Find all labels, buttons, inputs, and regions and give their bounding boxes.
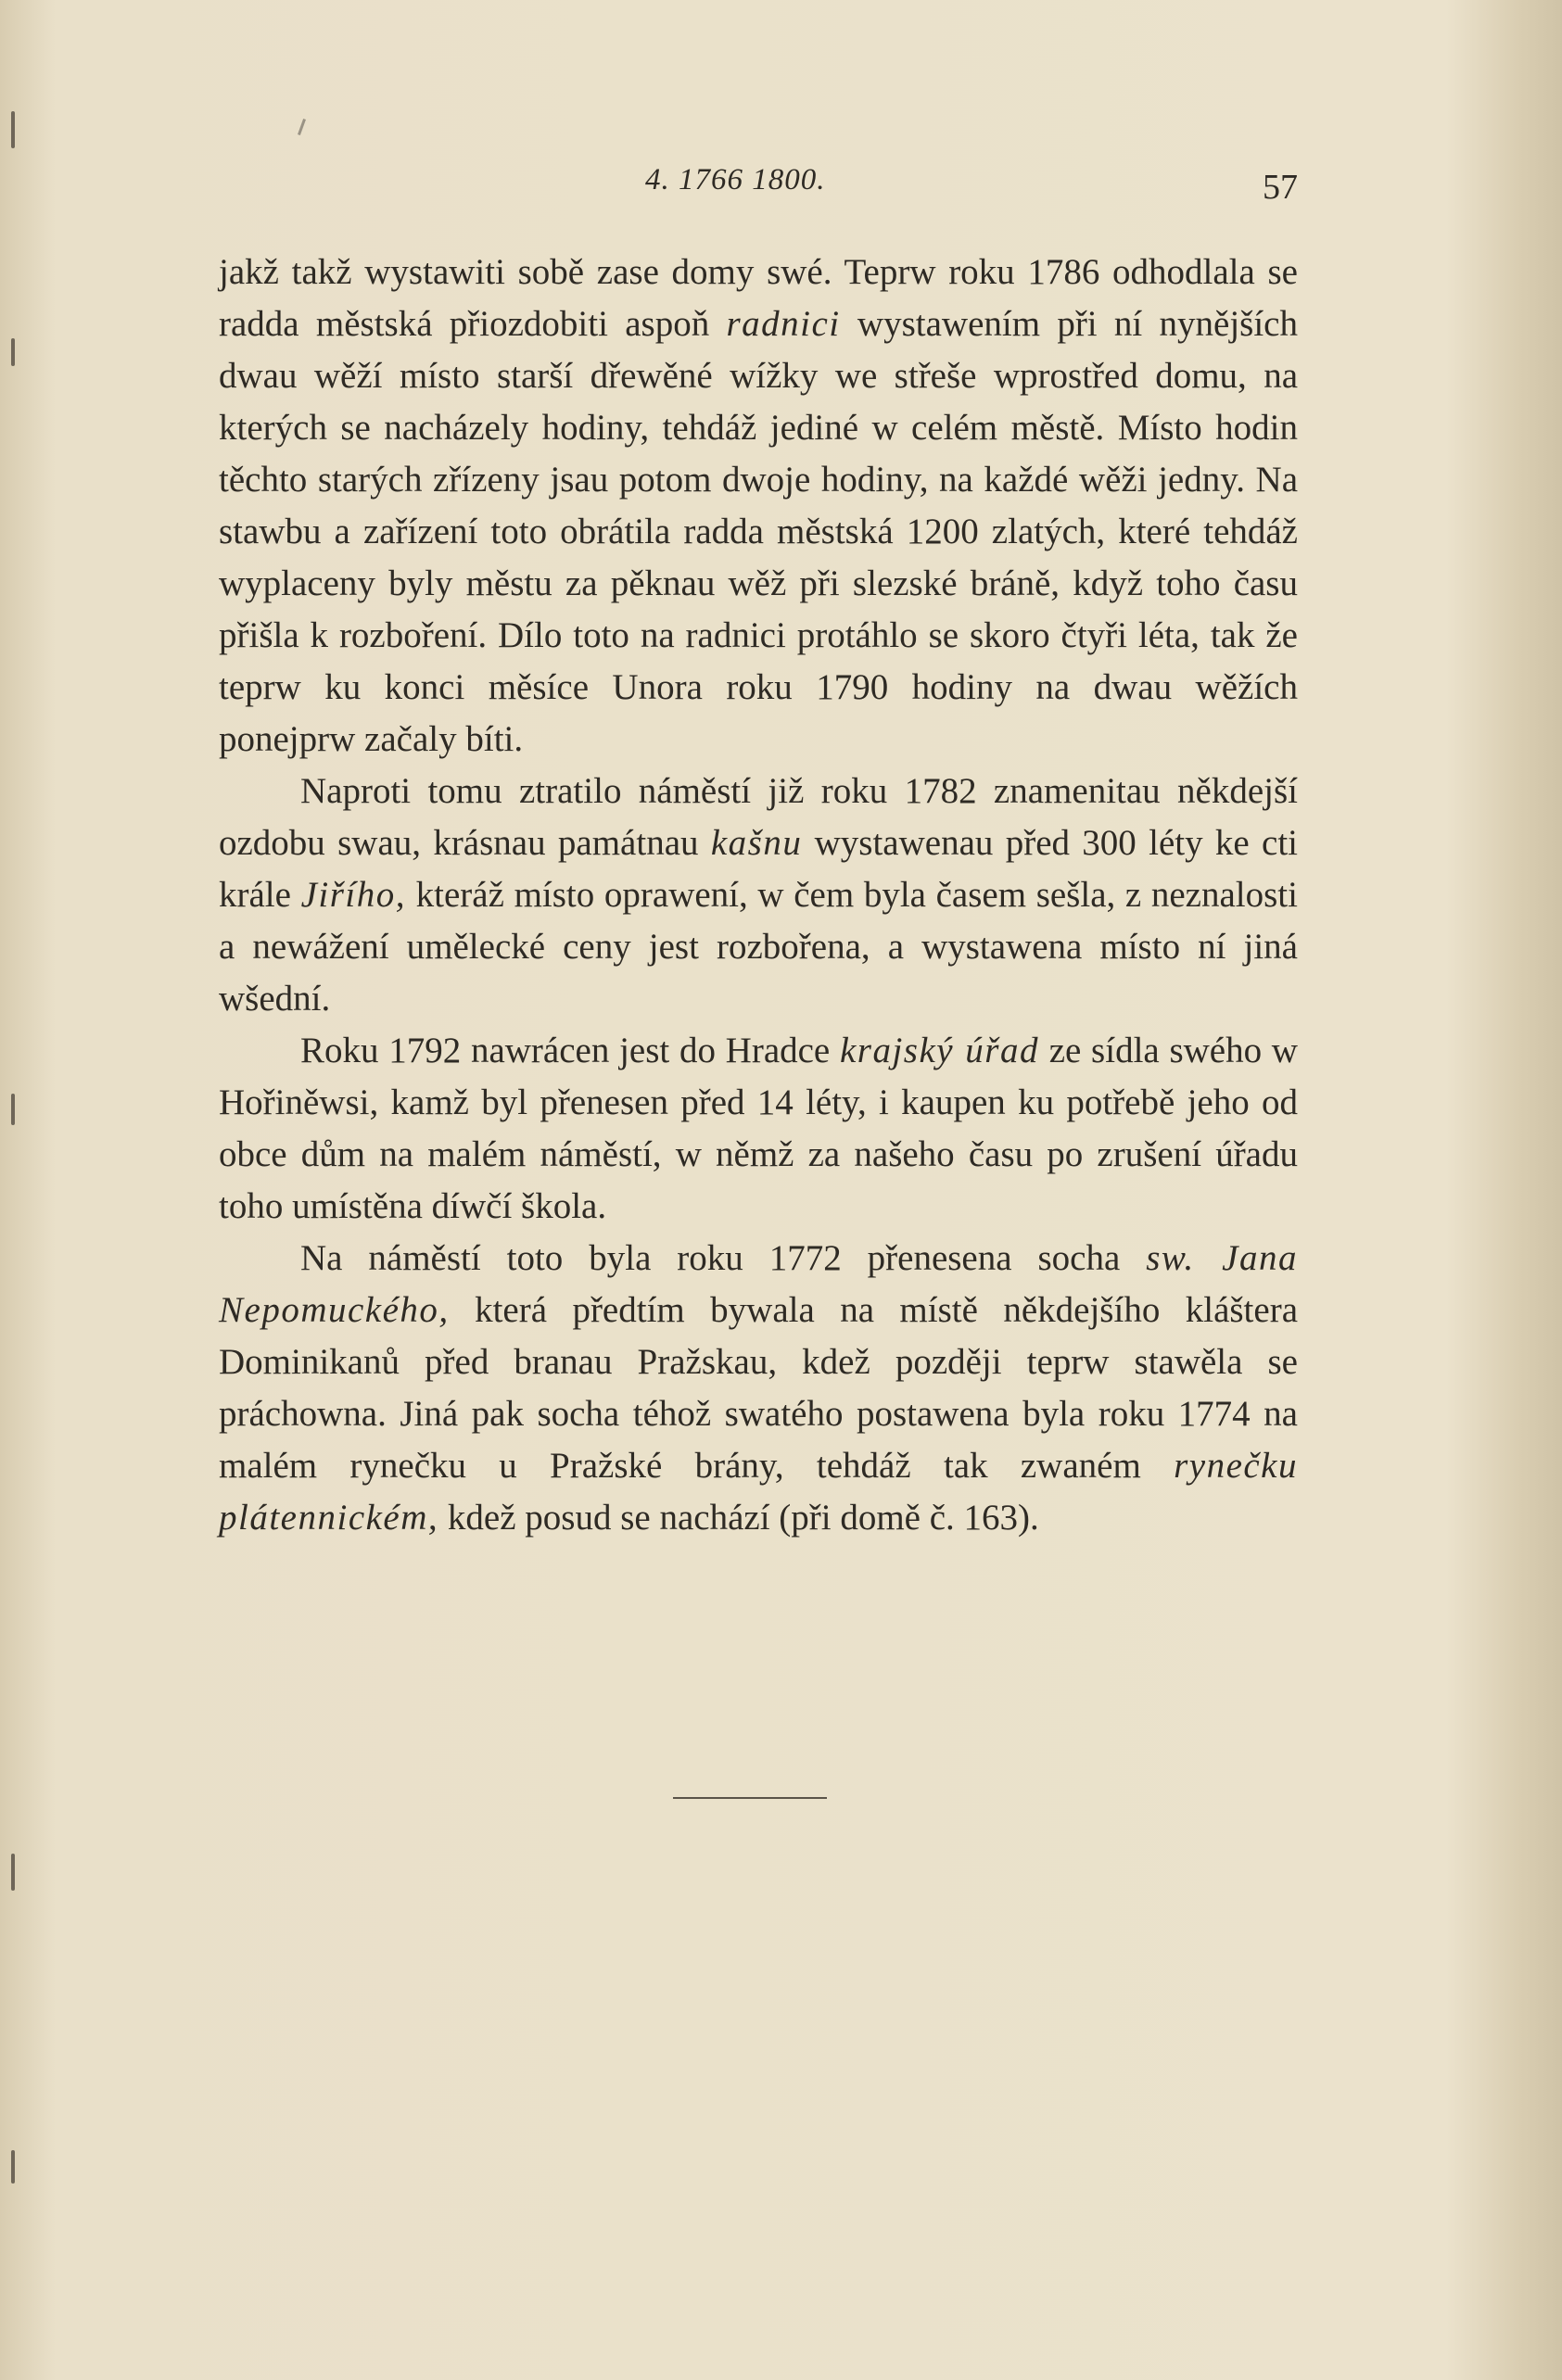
emphasis-text: Jiřího,	[300, 875, 407, 915]
emphasis-text: sw. Jana Nepomuckého,	[219, 1238, 1298, 1330]
paragraph-1	[219, 247, 1298, 766]
text-run: Na náměstí toto byla roku 1772 přenesena socha	[300, 1238, 1147, 1278]
emphasis-text: krajský úřad	[839, 1031, 1039, 1070]
paragraph-4	[219, 1233, 1298, 1544]
body-text	[219, 247, 1298, 1544]
text-run: wystawenau před 300 léty ke cti krále	[219, 823, 1298, 915]
running-head	[219, 163, 1298, 219]
paragraph-2	[219, 766, 1298, 1025]
text-run: ze sídla swého w Hořiněwsi, kamž byl přenesen před 14 léty, i kaupen ku potřebě jeho od obce dům na malém náměstí, w němž za našeho času po zrušení úřadu toho umístěna díwčí škola.	[219, 1031, 1298, 1226]
emphasis-text: radnici	[726, 304, 841, 344]
text-run: Naproti tomu ztratilo náměstí již roku 1782 znamenitau někdejší ozdobu swau, krásnau památnau	[219, 771, 1298, 863]
text-run: která předtím bywala na místě někdejšího kláštera Dominikanů před branau Pražskau, kdež později teprw stawěla se práchowna. Jiná pak socha téhož swatého postawena byla roku 1774 na malém rynečku u Pražské brány, tehdáž tak zwaném	[219, 1290, 1298, 1486]
text-run: kteráž místo oprawení, w čem byla časem sešla, z neznalosti a newážení umělecké ceny jest rozbořena, a wystawena místo ní jiná wšední.	[219, 875, 1298, 1019]
emphasis-text: kašnu	[710, 823, 803, 863]
running-title: 4. 1766 1800.	[645, 163, 826, 196]
text-run: jakž takž wystawiti sobě zase domy swé. Teprw roku 1786 odhodlala se radda městská přiozdobiti aspoň	[219, 252, 1298, 344]
text-run: Roku 1792 nawrácen jest do Hradce	[300, 1031, 840, 1070]
text-run: kdež posud se nachází (při domě č. 163).	[438, 1498, 1039, 1538]
page-number: 57	[1263, 168, 1298, 207]
paragraph-3	[219, 1025, 1298, 1233]
section-end-rule	[673, 1797, 827, 1799]
emphasis-text: rynečku plátennickém,	[219, 1446, 1298, 1538]
text-run: wystawením při ní nynějších dwau wěží místo starší dřewěné wížky we střeše wprostřed domu, na kterých se nacházely hodiny, tehdáž jediné w celém městě. Místo hodin těchto starých zřízeny jsau potom dwoje hodiny, na každé wěži jedny. Na stawbu a zařízení toto obrátila radda městská 1200 zlatých, které tehdáž wyplaceny byly městu za pěknau wěž při slezské bráně, když toho času přišla k rozboření. Dílo toto na radnici protáhlo se skoro čtyři léta, tak že teprw ku konci měsíce Unora roku 1790 hodiny na dwau wěžích ponejprw začaly bíti.	[219, 304, 1298, 759]
